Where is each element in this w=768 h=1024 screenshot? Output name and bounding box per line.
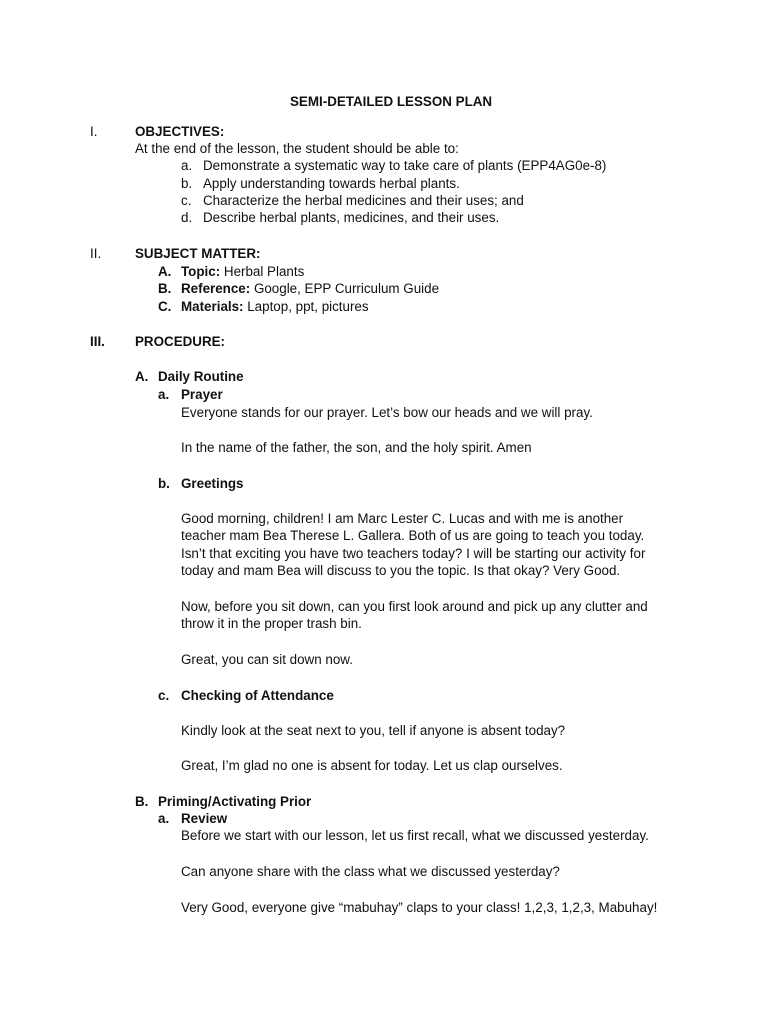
greetings-line: today and mam Bea will discuss to you the topic. Is that okay? Very Good. bbox=[181, 563, 621, 578]
attendance-line: Kindly look at the seat next to you, tell if anyone is absent today? bbox=[181, 723, 566, 738]
attendance-letter: c. bbox=[158, 688, 170, 703]
greetings-line: Isn’t that exciting you have two teachers today? I will be starting our activity for bbox=[181, 546, 646, 561]
subject-item-materials bbox=[181, 298, 369, 316]
subject-item-value: Herbal Plants bbox=[220, 264, 305, 279]
objective-item: Describe herbal plants, medicines, and their uses. bbox=[203, 210, 500, 225]
objective-item: Demonstrate a systematic way to take care of plants (EPP4AG0e-8) bbox=[203, 158, 607, 173]
priming-letter: B. bbox=[135, 794, 149, 809]
greetings-letter: b. bbox=[158, 476, 170, 491]
objective-letter: b. bbox=[181, 176, 193, 191]
attendance-line: Great, I’m glad no one is absent for today. Let us clap ourselves. bbox=[181, 758, 563, 773]
objective-letter: d. bbox=[181, 210, 193, 225]
prayer-heading: Prayer bbox=[181, 387, 223, 402]
objective-item: Characterize the herbal medicines and their uses; and bbox=[203, 193, 524, 208]
review-line: Before we start with our lesson, let us first recall, what we discussed yesterday. bbox=[181, 828, 649, 843]
review-line: Very Good, everyone give “mabuhay” claps to your class! 1,2,3, 1,2,3, Mabuhay! bbox=[181, 900, 658, 915]
subject-item-letter: B. bbox=[158, 281, 172, 296]
subject-matter-numeral: II. bbox=[90, 246, 102, 261]
prayer-letter: a. bbox=[158, 387, 170, 402]
priming-heading: Priming/Activating Prior bbox=[158, 794, 312, 809]
greetings-line: Now, before you sit down, can you first look around and pick up any clutter and bbox=[181, 599, 648, 614]
subject-item-topic bbox=[181, 263, 304, 281]
daily-routine-heading: Daily Routine bbox=[158, 369, 244, 384]
greetings-line: Great, you can sit down now. bbox=[181, 652, 353, 667]
subject-item-reference bbox=[181, 280, 439, 298]
greetings-line: throw it in the proper trash bin. bbox=[181, 616, 362, 631]
objective-letter: c. bbox=[181, 193, 192, 208]
subject-item-value: Google, EPP Curriculum Guide bbox=[250, 281, 440, 296]
objective-item: Apply understanding towards herbal plants. bbox=[203, 176, 460, 191]
attendance-heading: Checking of Attendance bbox=[181, 688, 334, 703]
objectives-intro: At the end of the lesson, the student should be able to: bbox=[135, 141, 459, 156]
greetings-heading: Greetings bbox=[181, 476, 244, 491]
review-heading: Review bbox=[181, 811, 228, 826]
subject-matter-heading: SUBJECT MATTER: bbox=[135, 246, 261, 261]
objectives-heading: OBJECTIVES: bbox=[135, 124, 225, 139]
subject-item-label: Topic: bbox=[181, 264, 221, 279]
prayer-line: In the name of the father, the son, and the holy spirit. Amen bbox=[181, 440, 532, 455]
document-title: SEMI-DETAILED LESSON PLAN bbox=[290, 94, 493, 109]
procedure-numeral: III. bbox=[90, 334, 105, 349]
procedure-heading: PROCEDURE: bbox=[135, 334, 226, 349]
daily-routine-letter: A. bbox=[135, 369, 149, 384]
subject-item-letter: A. bbox=[158, 264, 172, 279]
greetings-line: Good morning, children! I am Marc Lester C. Lucas and with me is another bbox=[181, 511, 624, 526]
subject-item-label: Materials: bbox=[181, 299, 244, 314]
review-line: Can anyone share with the class what we discussed yesterday? bbox=[181, 864, 560, 879]
greetings-line: teacher mam Bea Therese L. Gallera. Both of us are going to teach you today. bbox=[181, 528, 645, 543]
objectives-numeral: I. bbox=[90, 124, 98, 139]
subject-item-label: Reference: bbox=[181, 281, 251, 296]
subject-item-letter: C. bbox=[158, 299, 172, 314]
objective-letter: a. bbox=[181, 158, 193, 173]
subject-item-value: Laptop, ppt, pictures bbox=[243, 299, 369, 314]
review-letter: a. bbox=[158, 811, 170, 826]
prayer-line: Everyone stands for our prayer. Let’s bow our heads and we will pray. bbox=[181, 405, 593, 420]
